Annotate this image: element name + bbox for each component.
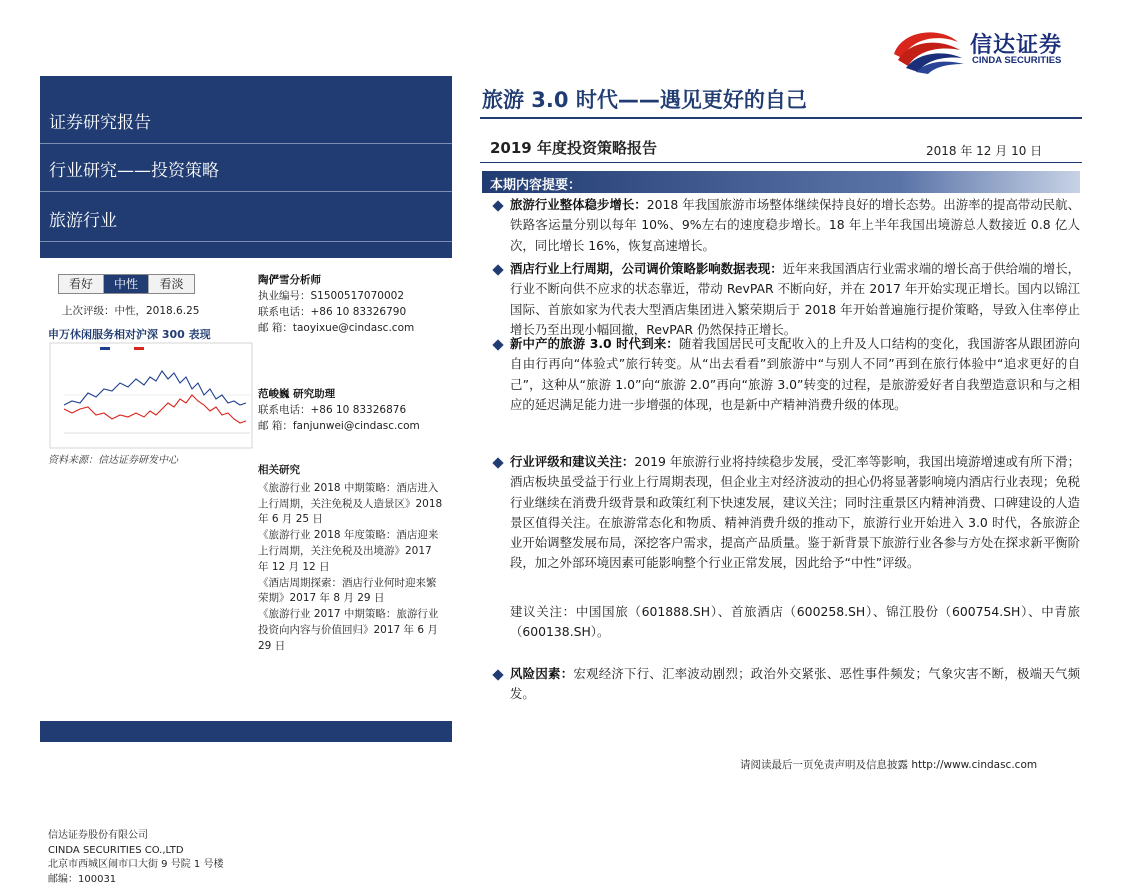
report-title: 旅游 3.0 时代——遇见更好的自己 [482, 84, 807, 114]
logo-swirl-icon [888, 24, 968, 74]
bullet-diamond-icon [492, 669, 503, 680]
logo-english-name: CINDA SECURITIES [972, 55, 1061, 66]
summary-header-bar [482, 171, 1080, 193]
related-heading: 相关研究 [258, 463, 443, 479]
sidebar-category: 证券研究报告 [40, 96, 452, 144]
summary-paragraph-tourism-3: 新中产的旅游 3.0 时代到来：随着我国居民可支配收入的上升及人口结构的变化，我国游客从跟团游向自由行再向“体验式”旅行转变。从“出去看看”到旅游中“与别人不同”再到在旅行体验中“追求更好的自己”，这种从“旅游 1.0”向“旅游 2.0”再向“旅游 3.0”转变的过程，是旅游爱好者自我塑造意识和与之相应的延迟满足能力进一步增强的体现，也是新中产精神消费升级的体现。 [510, 334, 1080, 415]
bullet-diamond-icon [492, 339, 503, 350]
related-item: 《旅游行业 2018 中期策略：酒店进入上行周期，关注免税及人造景区》2018 年 6 月 25 日 [258, 481, 443, 528]
sidebar-report-type: 行业研究——投资策略 [40, 144, 452, 192]
left-sidebar [40, 76, 452, 742]
rating-option-negative: 看淡 [149, 275, 194, 293]
assistant-phone: 联系电话：+86 10 83326876 [258, 402, 420, 418]
relative-performance-chart [50, 343, 252, 448]
related-item: 《酒店周期探索：酒店行业何时迎来繁荣期》2017 年 8 月 29 日 [258, 576, 443, 608]
title-rule [480, 117, 1082, 119]
analyst-assistant [258, 386, 420, 434]
related-item: 《旅游行业 2018 年度策略：酒店迎来上行周期，关注免税及出境游》2017 年 12 月 12 日 [258, 528, 443, 575]
report-subtitle: 2019 年度投资策略报告 [490, 137, 657, 158]
logo-chinese-name: 信达证券 [970, 28, 1062, 59]
rating-option-neutral: 中性 [104, 275, 149, 293]
company-info [48, 829, 223, 887]
analyst-primary [258, 272, 414, 336]
summary-paragraph-rating: 行业评级和建议关注：2019 年旅游行业将持续稳步发展，受汇率等影响，我国出境游增速或有所下滑；酒店板块虽受益于行业上行周期表现，但企业主对经济波动的担心仍将显著影响境内酒店行业表现；免税行业继续在消费升级背景和政策红利下快速发展，建议关注；同时注重景区内精神消费、口碑建设的人造景区值得关注。在旅游常态化和物质、精神消费升级的推动下，旅游行业开始进入 3.0 时代，各旅游企业开始调整发展布局，深挖客户需求，提高产品质量。鉴于新背景下旅游行业各参与方处在探求新平衡阶段，加之外部环境因素可能影响整个行业正常发展，因此给予“中性”评级。 [510, 452, 1080, 574]
bullet-diamond-icon [492, 264, 503, 275]
summary-paragraph-recommendations: 建议关注：中国国旅（601888.SH）、首旅酒店（600258.SH）、锦江股份（600754.SH）、中青旅（600138.SH）。 [510, 602, 1080, 643]
footer-disclaimer: 请阅读最后一页免责声明及信息披露 http://www.cindasc.com [740, 757, 1037, 772]
assistant-name: 范峻巍 研究助理 [258, 386, 420, 402]
analyst-email: 邮 箱：taoyixue@cindasc.com [258, 320, 414, 336]
analyst-name: 陶俨雪分析师 [258, 272, 414, 288]
company-address: 北京市西城区闹市口大街 9 号院 1 号楼 [48, 858, 223, 873]
chart-source-note: 资料来源：信达证券研发中心 [48, 451, 178, 466]
company-name-cn: 信达证券股份有限公司 [48, 829, 223, 844]
summary-paragraph-hotel: 酒店行业上行周期，公司调价策略影响数据表现：近年来我国酒店行业需求端的增长高于供给端的增长，行业不断向供不应求的状态靠近，带动 RevPAR 不断向好，并在 2017 年开始实现正增长。国内以锦江国际、首旅如家为代表大型酒店集团进入繁荣期后于 2018 年开始普遍施行提价策略，导致入住率停止增长乃至出现小幅回撤，RevPAR 仍然保持正增长。 [510, 259, 1080, 340]
related-item: 《旅游行业 2017 中期策略：旅游行业投资向内容与价值回归》2017 年 6 月 29 日 [258, 607, 443, 654]
rating-selector [58, 274, 195, 294]
related-research [258, 463, 443, 655]
summary-label: 本期内容提要： [490, 174, 581, 193]
last-rating: 上次评级：中性，2018.6.25 [62, 303, 199, 318]
report-date: 2018 年 12 月 10 日 [926, 142, 1042, 159]
sidebar-industry: 旅游行业 [40, 194, 452, 242]
subtitle-rule [480, 162, 1082, 163]
company-postcode: 邮编：100031 [48, 873, 223, 887]
assistant-email: 邮 箱：fanjunwei@cindasc.com [258, 418, 420, 434]
chart-title: 申万休闲服务相对沪深 300 表现 [48, 326, 211, 342]
rating-option-positive: 看好 [59, 275, 104, 293]
bullet-diamond-icon [492, 200, 503, 211]
bullet-diamond-icon [492, 457, 503, 468]
company-name-en: CINDA SECURITIES CO.,LTD [48, 844, 223, 859]
sidebar-info-panel [40, 258, 452, 721]
summary-paragraph-risks: 风险因素：宏观经济下行、汇率波动剧烈；政治外交紧张、恶性事件频发；气象灾害不断，极端天气频发。 [510, 664, 1080, 705]
analyst-phone: 联系电话：+86 10 83326790 [258, 304, 414, 320]
company-logo [888, 24, 1088, 74]
summary-paragraph-growth: 旅游行业整体稳步增长：2018 年我国旅游市场整体继续保持良好的增长态势。出游率的提高带动民航、铁路客运量分别以每年 10%、9%左右的速度稳步增长。18 年上半年我国出境游总人数接近 0.8 亿人次，同比增长 16%，恢复高速增长。 [510, 195, 1080, 256]
analyst-license: 执业编号：S1500517070002 [258, 288, 414, 304]
